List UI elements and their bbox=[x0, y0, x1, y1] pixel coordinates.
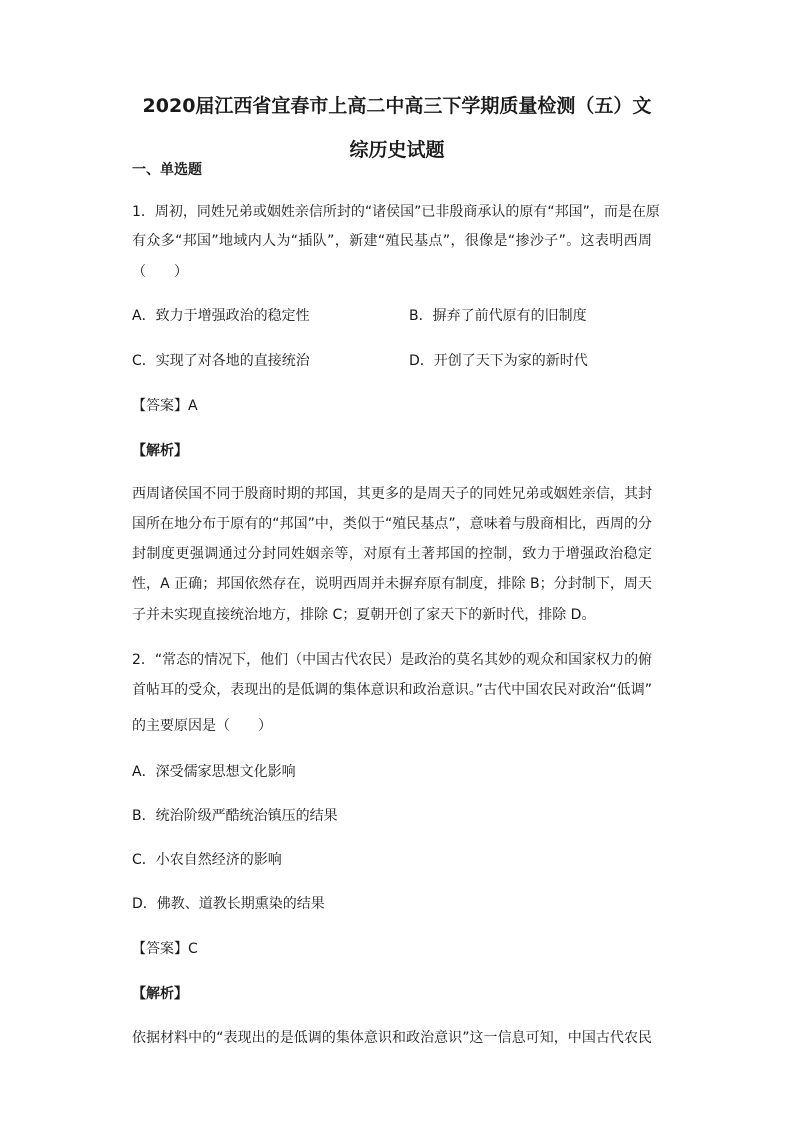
q1-option-d: D．开创了天下为家的新时代 bbox=[409, 353, 588, 369]
document-title-line-2: 综历史试题 bbox=[349, 139, 445, 161]
q1-stem-line-2: 有众多“邦国”地域内人为“插队”，新建“殖民基点”，很像是“掺沙子”。这表明西周 bbox=[132, 233, 652, 249]
section-heading: 一、单选题 bbox=[132, 162, 202, 178]
q1-analysis-line-2: 国所在地分布于原有的“邦国”中，类似于“殖民基点”，意味着与殷商相比，西周的分 bbox=[132, 516, 652, 532]
q1-analysis-line-4: 性，A 正确；邦国依然存在，说明西周并未摒弃原有制度，排除 B；分封制下，周天 bbox=[132, 576, 652, 592]
q2-option-a: A．深受儒家思想文化影响 bbox=[132, 764, 296, 780]
q1-analysis-label: 【解析】 bbox=[132, 443, 188, 459]
q1-analysis-line-3: 封制度更强调通过分封同姓姻亲等，对原有土著邦国的控制，致力于增强政治稳定 bbox=[132, 546, 652, 562]
q2-option-b: B．统治阶级严酷统治镇压的结果 bbox=[132, 808, 338, 824]
q2-analysis-line-1: 依据材料中的“表现出的是低调的集体意识和政治意识”这一信息可知，中国古代农民 bbox=[132, 1030, 652, 1046]
document-title-line-1: 2020届江西省宜春市上高二中高三下学期质量检测（五）文 bbox=[142, 95, 652, 117]
q2-option-c: C．小农自然经济的影响 bbox=[132, 852, 282, 868]
q2-analysis-label: 【解析】 bbox=[132, 986, 188, 1002]
q1-analysis-line-1: 西周诸侯国不同于殷商时期的邦国，其更多的是周天子的同姓兄弟或姻姓亲信，其封 bbox=[132, 486, 652, 502]
q2-stem-line-3: 的主要原因是（ ） bbox=[132, 718, 272, 734]
q1-stem-line-3: （ ） bbox=[132, 264, 188, 280]
q1-option-c: C．实现了对各地的直接统治 bbox=[132, 353, 310, 369]
q2-answer: 【答案】C bbox=[132, 941, 198, 957]
q2-stem-line-2: 首帖耳的受众，表现出的是低调的集体意识和政治意识。”古代中国农民对政治“低调” bbox=[132, 682, 652, 698]
q1-option-a: A．致力于增强政治的稳定性 bbox=[132, 308, 310, 324]
q2-option-d: D．佛教、道教长期熏染的结果 bbox=[132, 896, 325, 912]
q1-analysis-line-5: 子并未实现直接统治地方，排除 C；夏朝开创了家天下的新时代，排除 D。 bbox=[132, 607, 596, 623]
q1-option-b: B．摒弃了前代原有的旧制度 bbox=[409, 308, 587, 324]
q1-answer: 【答案】A bbox=[132, 398, 198, 414]
q2-stem-line-1: 2．“常态的情况下，他们（中国古代农民）是政治的莫名其妙的观众和国家权力的俯 bbox=[132, 652, 653, 668]
q1-stem-line-1: 1．周初，同姓兄弟或姻姓亲信所封的“诸侯国”已非殷商承认的原有“邦国”，而是在原 bbox=[132, 204, 660, 220]
